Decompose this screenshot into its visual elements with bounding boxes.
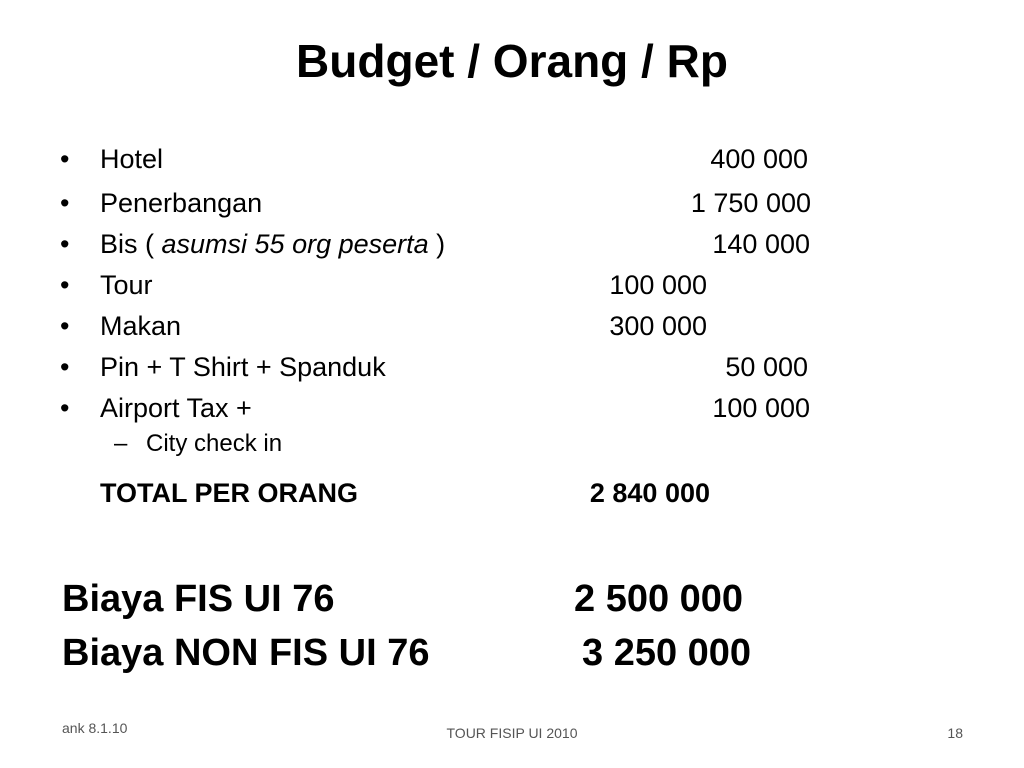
list-item	[0, 226, 1024, 262]
item-amount: 50 000	[725, 352, 808, 382]
bullet-icon: •	[60, 393, 70, 423]
item-label	[100, 226, 445, 262]
bullet-icon: •	[60, 229, 70, 259]
bullet-icon: •	[60, 352, 70, 382]
item-amount: 100 000	[712, 393, 810, 423]
bullet-icon: •	[60, 188, 70, 218]
bullet-icon: •	[60, 311, 70, 341]
item-label-prefix: Bis (	[100, 229, 162, 259]
item-label-suffix: )	[428, 229, 446, 259]
item-label: Makan	[100, 311, 182, 341]
fee-amount: 2 500 000	[574, 578, 744, 620]
page-number: 18	[947, 725, 963, 741]
item-amount: 140 000	[712, 229, 810, 259]
list-item	[0, 308, 1024, 344]
list-item	[0, 390, 1024, 426]
fee-row	[0, 628, 1024, 678]
fee-amount: 3 250 000	[582, 632, 752, 674]
footer-date: ank 8.1.10	[62, 720, 128, 736]
list-item	[0, 185, 1024, 221]
list-item	[0, 141, 1024, 177]
fee-label: Biaya NON FIS UI 76	[62, 632, 430, 674]
item-label: Pin + T Shirt + Spanduk	[100, 352, 386, 382]
sub-item-label: City check in	[146, 430, 283, 457]
total-row	[0, 475, 1024, 511]
item-amount: 300 000	[609, 311, 707, 341]
footer-title: TOUR FISIP UI 2010	[446, 725, 578, 741]
total-amount: 2 840 000	[589, 478, 710, 508]
item-label: Tour	[100, 270, 153, 300]
item-label: Hotel	[100, 144, 164, 174]
item-amount: 100 000	[609, 270, 707, 300]
sub-list-item	[0, 428, 1024, 460]
slide-title: Budget / Orang / Rp	[296, 35, 728, 87]
total-label: TOTAL PER ORANG	[100, 478, 359, 508]
item-amount: 400 000	[710, 144, 808, 174]
fee-row	[0, 574, 1024, 624]
item-label-italic: asumsi 55 org peserta	[161, 229, 429, 259]
item-label: Airport Tax +	[100, 393, 252, 423]
dash-icon: –	[114, 430, 128, 457]
bullet-icon: •	[60, 270, 70, 300]
list-item	[0, 349, 1024, 385]
fee-label: Biaya FIS UI 76	[62, 578, 335, 620]
list-item	[0, 267, 1024, 303]
bullet-icon: •	[60, 144, 70, 174]
item-amount: 1 750 000	[690, 188, 811, 218]
item-label: Penerbangan	[100, 188, 263, 218]
